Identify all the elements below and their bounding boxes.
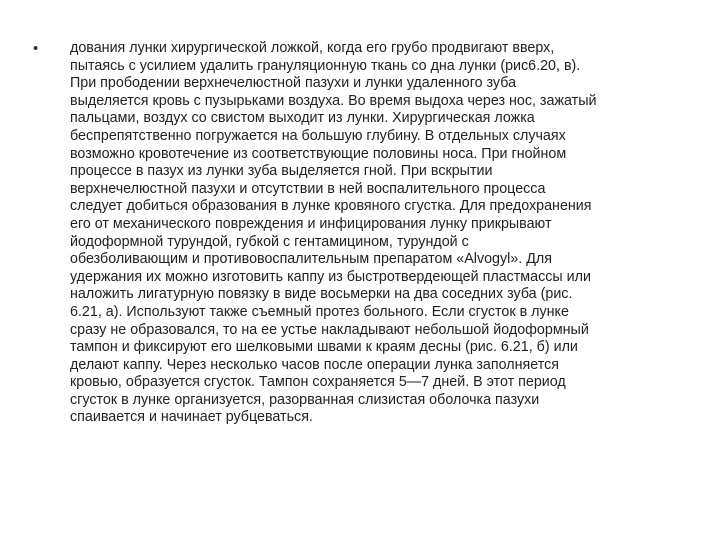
text-line: делают каппу. Через несколько часов после операции лунка заполняется [70,356,559,373]
text-line: его от механического повреждения и инфицирования лунку прикрывают [70,215,552,232]
text-line: удержания их можно изготовить каппу из быстротвердеющей пластмассы или [70,268,591,285]
text-line: верхнечелюстной пазухи и отсутствии в ней воспалительного процесса [70,180,546,197]
text-line: кровью, образуется сгусток. Тампон сохраняется 5—7 дней. В этот период [70,374,566,391]
text-line: пытаясь с усилием удалить грануляционную ткань со дна лунки (рис6.20, в). [70,57,581,74]
text-line: процессе в пазух из лунки зуба выделяется гной. При вскрытии [70,163,493,180]
text-line: наложить лигатурную повязку в виде восьмерки на два соседних зуба (рис. [70,286,573,303]
text-line: спаивается и начинает рубцеваться. [70,409,313,426]
text-line: тампон и фиксируют его шелковыми швами к краям десны (рис. 6.21, б) или [70,339,578,356]
text-line: обезболивающим и противовоспалительным препаратом «Alvogyl». Для [70,251,552,268]
text-line: сразу не образовался, то на ее устье накладывают небольшой йодоформный [70,321,589,338]
text-line: дования лунки хирургической ложкой, когда его грубо продвигают вверх, [70,40,555,56]
text-line: выделяется кровь с пузырьками воздуха. Во время выдоха через нос, зажатый [70,92,597,109]
text-line: пальцами, воздух со свистом выходит из лунки. Хирургическая ложка [70,110,535,127]
text-line: При прободении верхнечелюстной пазухи и лунки удаленного зуба [70,75,517,92]
body-paragraph [70,40,710,427]
text-line: йодоформной турундой, губкой с гентамицином, турундой с [70,233,469,250]
text-line: беспрепятственно погружается на большую глубину. В отдельных случаях [70,127,566,144]
text-line: следует добиться образования в лунке кровяного сгустка. Для предохранения [70,198,592,215]
text-line: возможно кровотечение из соответствующие половины носа. При гнойном [70,145,567,162]
text-line: сгусток в лунке организуется, разорванная слизистая оболочка пазухи [70,391,540,408]
text-line: 6.21, а). Используют также съемный протез больного. Если сгусток в лунке [70,303,569,320]
bullet-marker: • [33,40,39,57]
